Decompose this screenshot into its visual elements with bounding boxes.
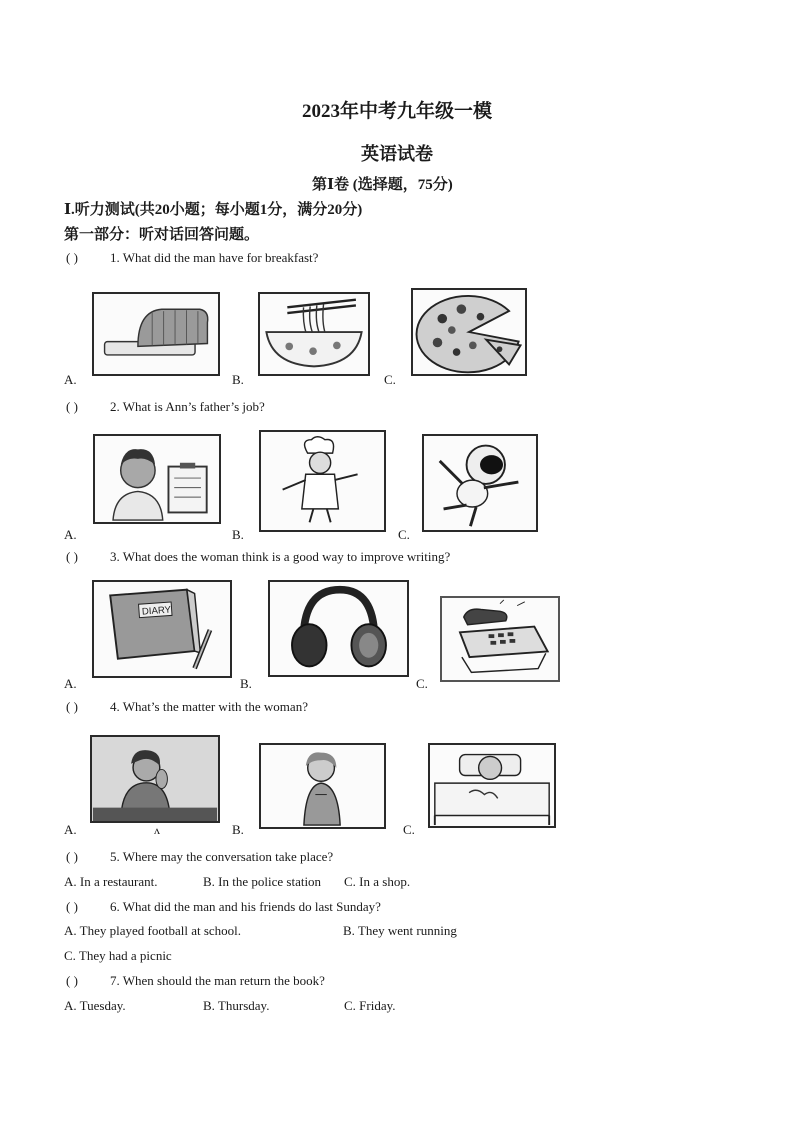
question-5	[66, 849, 333, 865]
question-text: 5. Where may the conversation take place?	[110, 849, 334, 864]
question-text: 6. What did the man and his friends do last Sunday?	[110, 899, 381, 914]
question-7	[66, 973, 325, 989]
option-label: C.	[403, 822, 415, 837]
option-b[interactable]: B. They went running	[343, 923, 457, 938]
option-label: A.	[64, 372, 77, 387]
option-c[interactable]: C. They had a picnic	[64, 948, 172, 963]
tired-woman-icon[interactable]	[90, 735, 220, 823]
option-label: B.	[232, 822, 244, 837]
bread-icon[interactable]	[92, 292, 220, 376]
option-a[interactable]: A. They played football at school.	[64, 923, 242, 938]
question-text: 1. What did the man have for breakfast?	[110, 250, 319, 265]
answer-paren[interactable]: ( )	[66, 399, 78, 414]
option-label: B.	[240, 676, 252, 691]
option-label: B.	[232, 372, 244, 387]
astronaut-icon[interactable]	[422, 434, 538, 532]
option-label: A.	[64, 527, 77, 542]
option-label: C.	[384, 372, 396, 387]
telephone-icon[interactable]	[440, 596, 560, 682]
noodles-icon[interactable]	[258, 292, 370, 376]
section-heading: Ⅰ.听力测试(共20小题；每小题1分，满分20分)	[64, 202, 363, 218]
question-1	[66, 250, 318, 266]
option-c[interactable]: C. Friday.	[344, 998, 396, 1013]
option-label: A.	[64, 676, 77, 691]
question-text: 7. When should the man return the book?	[110, 973, 325, 988]
question-4	[66, 699, 308, 715]
question-2	[66, 399, 265, 415]
answer-paren[interactable]: ( )	[66, 973, 78, 988]
question-text: 4. What’s the matter with the woman?	[110, 699, 308, 714]
stray-mark: ʌ	[154, 823, 160, 837]
answer-paren[interactable]: ( )	[66, 549, 78, 564]
svg-text:DIARY: DIARY	[141, 604, 172, 618]
option-label: C.	[416, 676, 428, 691]
sick-in-bed-icon[interactable]	[428, 743, 556, 828]
option-b[interactable]: B. Thursday.	[203, 998, 270, 1013]
chef-icon[interactable]	[259, 430, 386, 532]
question-6	[66, 899, 381, 915]
option-label: B.	[232, 527, 244, 542]
part1-heading: 第一部分：听对话回答问题。	[64, 227, 260, 243]
sad-girl-icon[interactable]	[259, 743, 386, 829]
part-heading: 第Ⅰ卷 (选择题，75分)	[312, 177, 453, 193]
option-a[interactable]: A. In a restaurant.	[64, 874, 158, 889]
exam-subtitle: 英语试卷	[361, 144, 433, 164]
answer-paren[interactable]: ( )	[66, 849, 78, 864]
question-3	[66, 549, 450, 565]
option-label: C.	[398, 527, 410, 542]
headphones-icon[interactable]	[268, 580, 409, 677]
question-text: 2. What is Ann’s father’s job?	[110, 399, 265, 414]
diary-icon[interactable]	[92, 580, 232, 678]
option-b[interactable]: B. In the police station	[203, 874, 322, 889]
answer-paren[interactable]: ( )	[66, 250, 78, 265]
option-a[interactable]: A. Tuesday.	[64, 998, 126, 1013]
option-label: A.	[64, 822, 77, 837]
pizza-icon[interactable]	[411, 288, 527, 376]
option-c[interactable]: C. In a shop.	[344, 874, 411, 889]
exam-title: 2023年中考九年级一模	[301, 101, 492, 122]
doctor-icon[interactable]	[93, 434, 221, 524]
answer-paren[interactable]: ( )	[66, 899, 78, 914]
question-text: 3. What does the woman think is a good way to improve writing?	[110, 549, 451, 564]
answer-paren[interactable]: ( )	[66, 699, 78, 714]
